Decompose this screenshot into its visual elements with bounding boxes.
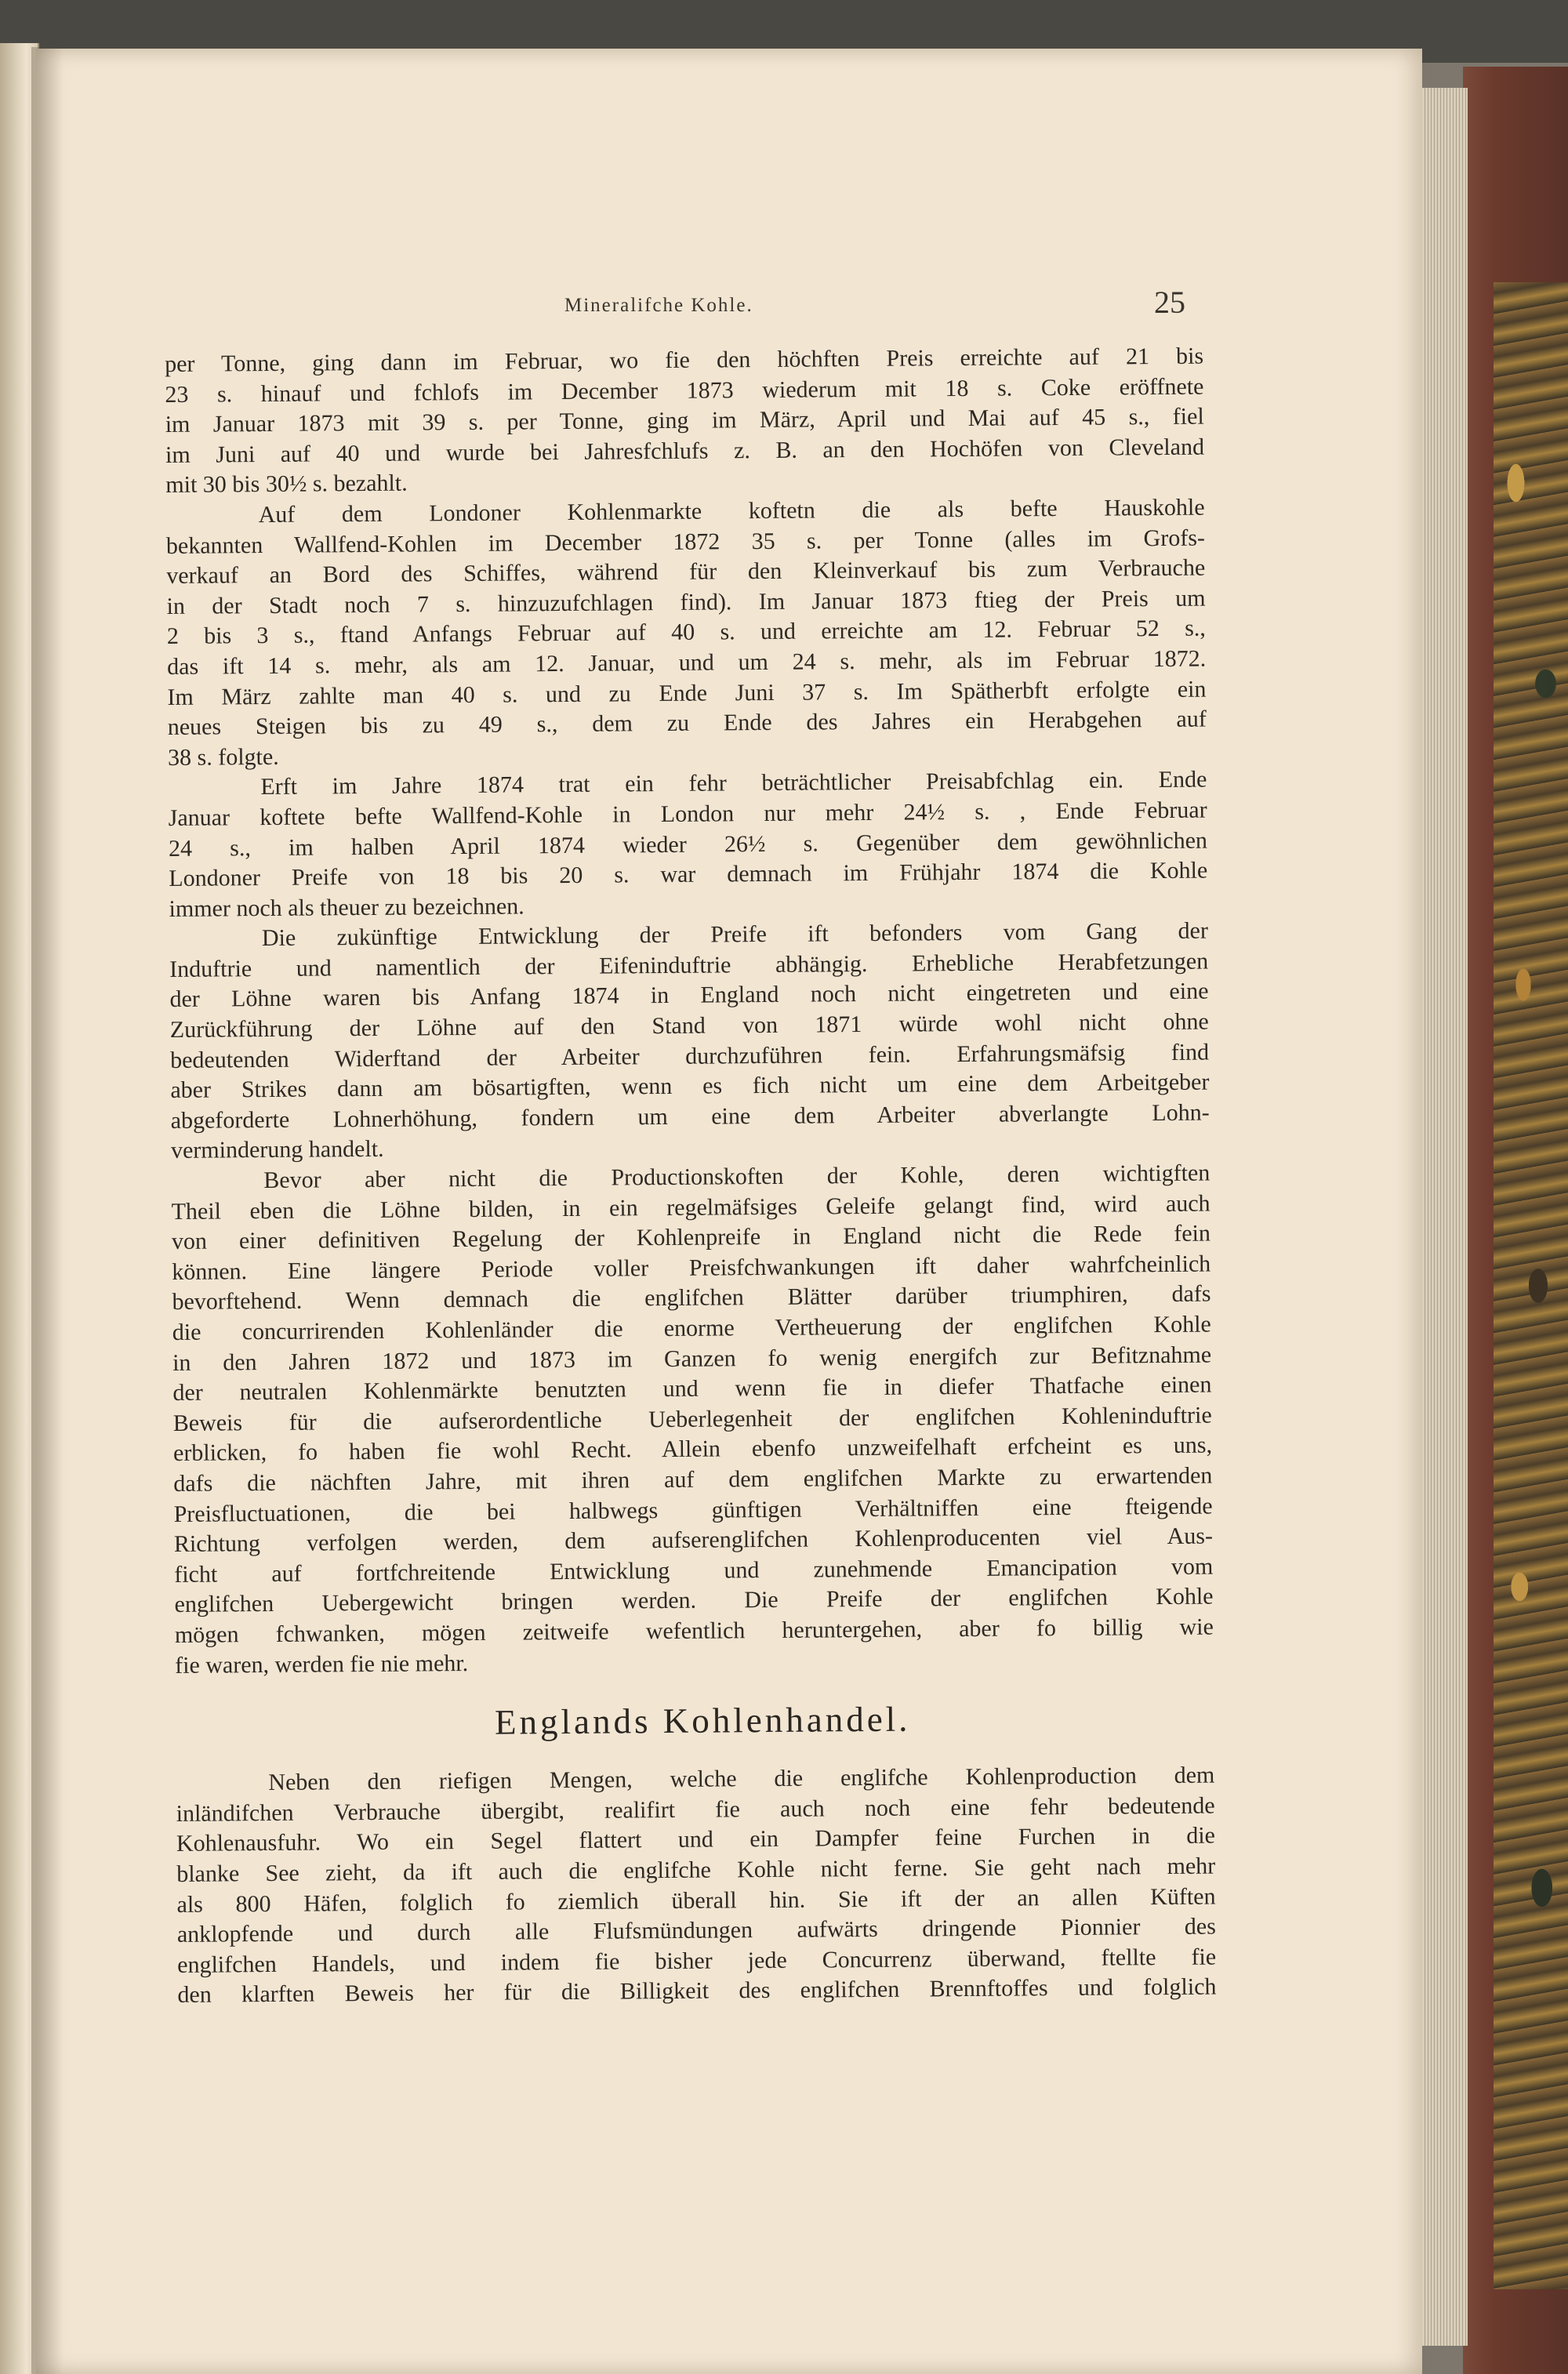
text-line: Im März zahlte man 40 s. und zu Ende Juni 37 s. Im Spätherbft erfolgte ein xyxy=(167,676,1207,710)
paragraphs-main xyxy=(165,342,1214,1681)
text-line: der neutralen Kohlenmärkte benutzten und wenn fie in diefer Thatfache einen xyxy=(172,1371,1212,1407)
text-line: blanke See zieht, da ift auch die englifche Kohle nicht ferne. Sie geht nach mehr xyxy=(176,1853,1216,1887)
text-line: fie waren, werden fie nie mehr. xyxy=(175,1650,469,1679)
text-line: können. Eine längere Periode voller Preisfchwankungen ift daher wahrfcheinlich xyxy=(172,1251,1211,1285)
text-line: dafs die nächften Jahre, mit ihren auf dem englifchen Markte zu erwartenden xyxy=(173,1462,1213,1497)
text-line: Londoner Preife von 18 bis 20 s. war demnach im Frühjahr 1874 die Kohle xyxy=(169,857,1208,892)
text-line: die concurrirenden Kohlenländer die enorme Vertheuerung der englifchen Kohle xyxy=(172,1311,1211,1345)
text-line: Kohlenausfuhr. Wo ein Segel flattert und ein Dampfer feine Furchen in die xyxy=(176,1822,1216,1857)
text-line: in den Jahren 1872 und 1873 im Ganzen fo wenig energifch zur Befitznahme xyxy=(172,1341,1212,1376)
text-line: neues Steigen bis zu 49 s., dem zu Ende des Jahres ein Herabgehen auf xyxy=(167,706,1207,741)
page-number: 25 xyxy=(1154,285,1185,320)
text-line: bedeutenden Widerftand der Arbeiter durchzuführen fein. Erfahrungsmäfsig find xyxy=(169,1039,1210,1073)
body-text xyxy=(165,342,1217,2011)
text-line: im Juni auf 40 und wurde bei Jahresfchlufs z. B. an den Hochöfen von Cleveland xyxy=(165,434,1205,468)
text-line: anklopfende und durch alle Flufsmündungen aufwärts dringende Pionnier des xyxy=(176,1913,1216,1948)
text-line: Erft im Jahre 1874 trat ein fehr beträchtlicher Preisabfchlag ein. Ende xyxy=(260,766,1207,800)
text-line: erblicken, fo haben fie wohl Recht. Allein ebenfo unzweifelhaft erfcheint es uns, xyxy=(172,1432,1213,1467)
text-line: bekannten Wallfend-Kohlen im December 1872 35 s. per Tonne (alles im Grofs- xyxy=(165,525,1206,559)
paragraphs-section xyxy=(176,1761,1216,2011)
text-line: Preisfluctuationen, die bei halbwegs günftigen Verhältniffen eine fteigende xyxy=(173,1493,1213,1527)
text-line: englifchen Handels, und indem fie bisher jede Concurrenz überwand, ftellte fie xyxy=(177,1944,1217,1978)
text-line: Zurückführung der Löhne auf den Stand von 1871 würde wohl nicht ohne xyxy=(169,1008,1209,1044)
text-line: verminderung handelt. xyxy=(170,1136,384,1164)
page-gutter-shadow xyxy=(31,47,63,2374)
text-line: von einer definitiven Regelung der Kohlenpreife in England nicht die Rede fein xyxy=(171,1220,1211,1255)
text-line: in der Stadt noch 7 s. hinzuzufchlagen find). Im Januar 1873 ftieg der Preis um xyxy=(166,585,1206,619)
text-line: ficht auf fortfchreitende Entwicklung und zunehmende Emancipation vom xyxy=(174,1553,1214,1588)
text-line: Die zukünftige Entwicklung der Preife ift befonders vom Gang der xyxy=(261,917,1208,952)
text-line: immer noch als theuer zu bezeichnen. xyxy=(169,893,524,922)
text-line: per Tonne, ging dann im Februar, wo fie den höchften Preis erreichte auf 21 bis xyxy=(165,343,1204,377)
text-line: 2 bis 3 s., ftand Anfangs Februar auf 40 s. und erreichte am 12. Februar 52 s., xyxy=(166,615,1206,650)
text-line: 24 s., im halben April 1874 wieder 26½ s. Gegenüber dem gewöhnlichen xyxy=(168,827,1208,862)
text-line: 23 s. hinauf und fchlofs im December 1873 wiederum mit 18 s. Coke eröffnete xyxy=(165,373,1204,408)
text-line: Neben den riefigen Mengen, welche die englifche Kohlenproduction dem xyxy=(268,1762,1215,1796)
text-line: bevorftehend. Wenn demnach die englifchen Blätter darüber triumphiren, dafs xyxy=(172,1280,1211,1316)
text-line: als 800 Häfen, folglich fo ziemlich überall hin. Sie ift der an allen Küften xyxy=(176,1883,1216,1918)
text-line: Theil eben die Löhne bilden, in ein regelmäfsiges Geleife gelangt find, wird auch xyxy=(171,1190,1210,1225)
text-line: mögen fchwanken, mögen zeitweife wefentlich heruntergehen, aber fo billig wie xyxy=(174,1614,1214,1648)
text-line: Richtung verfolgen werden, dem aufserenglifchen Kohlenproducenten viel Aus- xyxy=(173,1523,1214,1558)
running-head: Mineralifche Kohle. xyxy=(564,295,753,316)
text-line: den klarften Beweis her für die Billigkeit des englifchen Brennftoffes und folglich xyxy=(177,1973,1217,2009)
section-heading: Englands Kohlenhandel. xyxy=(494,1699,911,1742)
text-line: der Löhne waren bis Anfang 1874 in England noch nicht eingetreten und eine xyxy=(169,978,1209,1013)
text-line: 38 s. folgte. xyxy=(167,743,279,771)
text-line: Januar koftete befte Wallfend-Kohle in London nur mehr 24½ s. , Ende Februar xyxy=(168,797,1207,831)
text-line: Auf dem Londoner Kohlenmarkte koftetn die als befte Hauskohle xyxy=(258,494,1205,528)
text-line: aber Strikes dann am bösartigften, wenn es fich nicht um eine dem Arbeitgeber xyxy=(170,1069,1210,1104)
text-line: Beweis für die aufserordentliche Ueberlegenheit der englifchen Kohleninduftrie xyxy=(172,1402,1212,1436)
text-line: inländifchen Verbrauche übergibt, realifirt fie auch noch eine fehr bedeutende xyxy=(176,1792,1215,1827)
marbled-endpaper xyxy=(1494,282,1568,2289)
text-line: im Januar 1873 mit 39 s. per Tonne, ging im März, April und Mai auf 45 s., fiel xyxy=(165,403,1204,438)
text-line: Induftrie und namentlich der Eifeninduftrie abhängig. Erhebliche Herabfetzungen xyxy=(169,948,1209,982)
text-line: das ift 14 s. mehr, als am 12. Januar, und um 24 s. mehr, als im Februar 1872. xyxy=(167,645,1207,680)
text-line: mit 30 bis 30½ s. bezahlt. xyxy=(165,470,408,499)
text-line: verkauf an Bord des Schiffes, während für den Kleinverkauf bis zum Verbrauche xyxy=(166,554,1206,590)
text-line: englifchen Uebergewicht bringen werden. Die Preife der englifchen Kohle xyxy=(174,1583,1214,1618)
text-line: abgeforderte Lohnerhöhung, fondern um eine dem Arbeiter abverlangte Lohn- xyxy=(170,1099,1210,1134)
text-line: Bevor aber nicht die Productionskoften der Kohle, deren wichtigften xyxy=(263,1160,1210,1194)
page-edges xyxy=(1421,88,1468,2346)
